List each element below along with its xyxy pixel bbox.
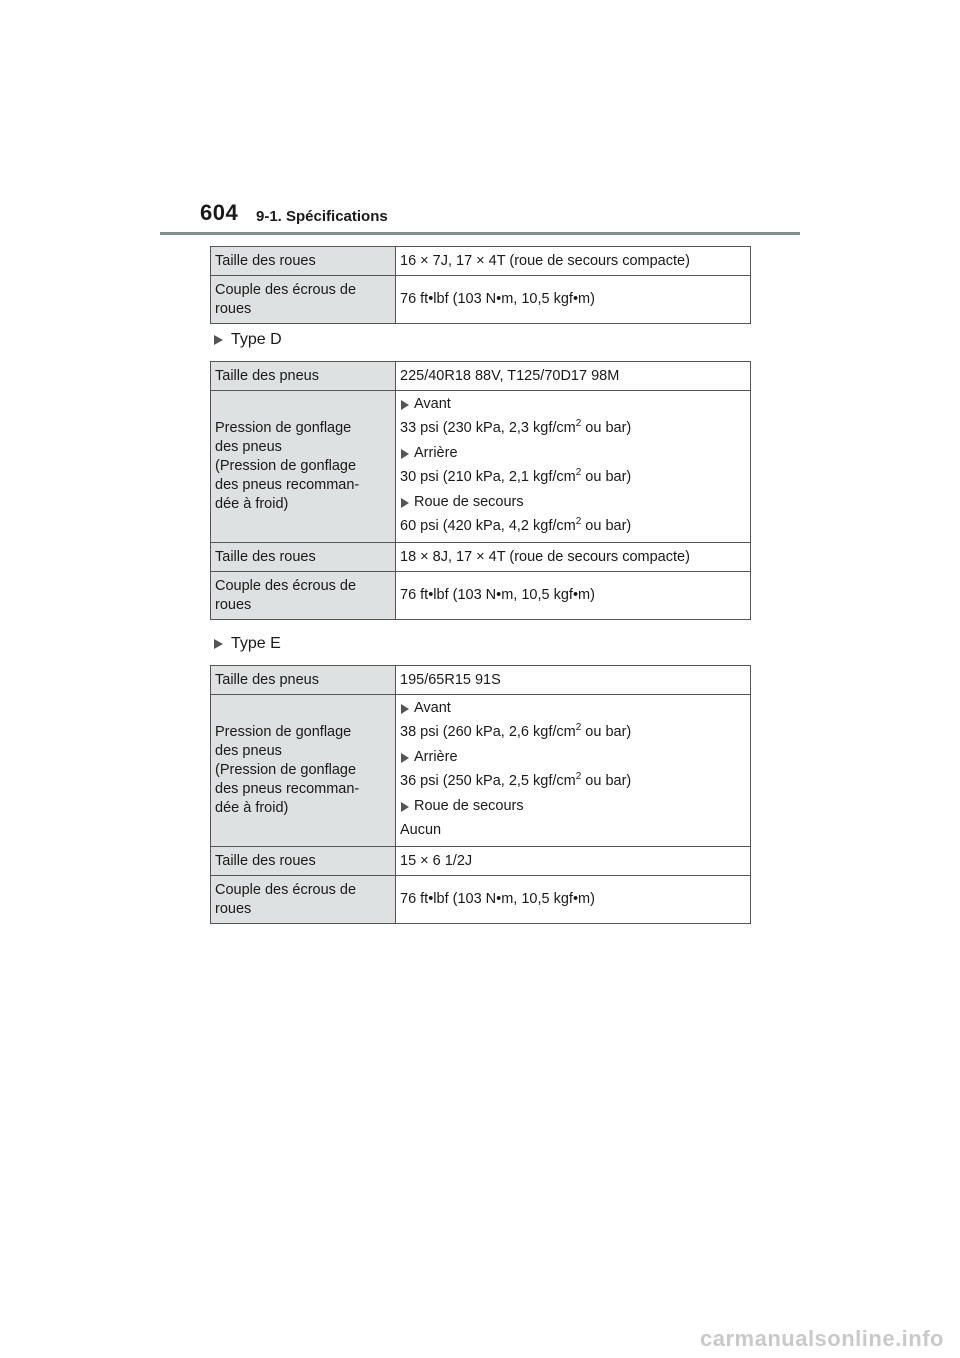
section-title: 9-1. Spécifications (256, 208, 388, 225)
row-value (396, 695, 751, 847)
row-value: 76 ft•lbf (103 N•m, 10,5 kgf•m) (396, 876, 751, 924)
label-line: roues (215, 900, 252, 917)
spec-table-continued (210, 246, 751, 324)
sub-label-spare (400, 493, 746, 512)
row-value: 76 ft•lbf (103 N•m, 10,5 kgf•m) (396, 572, 751, 620)
sub-label-text: Arrière (414, 749, 458, 765)
type-d-heading-text: Type D (231, 331, 282, 348)
sub-label-front (400, 395, 746, 414)
table-row (211, 276, 751, 324)
sub-label-text: Roue de secours (414, 494, 524, 510)
triangle-bullet-icon (214, 639, 223, 649)
label-line: des pneus recomman- (215, 477, 360, 493)
label-line: roues (215, 596, 252, 613)
table-row (211, 695, 751, 847)
sub-label-rear (400, 444, 746, 463)
label-line: Pression de gonflage (215, 420, 352, 436)
pressure-value-front: 33 psi (230 kPa, 2,3 kgf/$cm^2$ ou bar) (400, 418, 632, 436)
table-row (211, 572, 751, 620)
table-row (211, 847, 751, 876)
type-e-heading (213, 635, 281, 653)
table-row (211, 362, 751, 391)
pressure-value-spare: Aucun (400, 822, 442, 838)
label-line: des pneus (215, 439, 282, 455)
label-line: Couple des écrous de (215, 881, 357, 898)
pressure-value-front: 38 psi (260 kPa, 2,6 kgf/$cm^2$ ou bar) (400, 722, 632, 740)
pressure-value-rear: 36 psi (250 kPa, 2,5 kgf/$cm^2$ ou bar) (400, 771, 632, 789)
type-d-heading (213, 331, 282, 349)
triangle-bullet-icon (401, 498, 409, 508)
pressure-value-rear: 30 psi (210 kPa, 2,1 kgf/$cm^2$ ou bar) (400, 467, 632, 485)
triangle-bullet-icon (401, 704, 409, 714)
label-line: dée à froid) (215, 800, 289, 816)
sub-label-text: Avant (414, 700, 451, 716)
row-value: 76 ft•lbf (103 N•m, 10,5 kgf•m) (396, 276, 751, 324)
triangle-bullet-icon (401, 802, 409, 812)
spec-table-type-e (210, 665, 751, 924)
table-row (211, 247, 751, 276)
watermark: carmanualsonline.info (700, 1326, 944, 1351)
row-label (211, 572, 396, 620)
row-label (211, 391, 396, 543)
sub-label-spare (400, 797, 746, 816)
table-row (211, 666, 751, 695)
header-rule (160, 232, 800, 235)
label-line: Couple des écrous de (215, 577, 357, 594)
row-label (211, 695, 396, 847)
label-line: (Pression de gonflage (215, 458, 357, 474)
sub-label-text: Avant (414, 396, 451, 412)
table-row (211, 391, 751, 543)
triangle-bullet-icon (401, 400, 409, 410)
row-value: 16 × 7J, 17 × 4T (roue de secours compacte) (396, 247, 751, 276)
page-number: 604 (200, 200, 239, 225)
spec-table-type-d (210, 361, 751, 620)
type-e-heading-text: Type E (231, 635, 281, 652)
row-value: 15 × 6 1/2J (396, 847, 751, 876)
row-label: Taille des pneus (211, 666, 396, 695)
row-label (211, 876, 396, 924)
row-label: Taille des roues (211, 543, 396, 572)
row-value: 225/40R18 88V, T125/70D17 98M (396, 362, 751, 391)
label-line: des pneus recomman- (215, 781, 360, 797)
triangle-bullet-icon (214, 335, 223, 345)
row-label: Taille des pneus (211, 362, 396, 391)
row-value (396, 391, 751, 543)
triangle-bullet-icon (401, 449, 409, 459)
sub-label-text: Roue de secours (414, 798, 524, 814)
label-line: (Pression de gonflage (215, 762, 357, 778)
sub-label-rear (400, 748, 746, 767)
pressure-value-spare: 60 psi (420 kPa, 4,2 kgf/$cm^2$ ou bar) (400, 516, 632, 534)
row-label: Taille des roues (211, 847, 396, 876)
table-row (211, 543, 751, 572)
label-line: dée à froid) (215, 496, 289, 512)
row-value: 195/65R15 91S (396, 666, 751, 695)
row-label: Couple des écrous de roues (211, 276, 396, 324)
sub-label-front (400, 699, 746, 718)
label-line: Pression de gonflage (215, 724, 352, 740)
triangle-bullet-icon (401, 753, 409, 763)
label-line: des pneus (215, 743, 282, 759)
table-row (211, 876, 751, 924)
row-value: 18 × 8J, 17 × 4T (roue de secours compacte) (396, 543, 751, 572)
row-label: Taille des roues (211, 247, 396, 276)
sub-label-text: Arrière (414, 445, 458, 461)
